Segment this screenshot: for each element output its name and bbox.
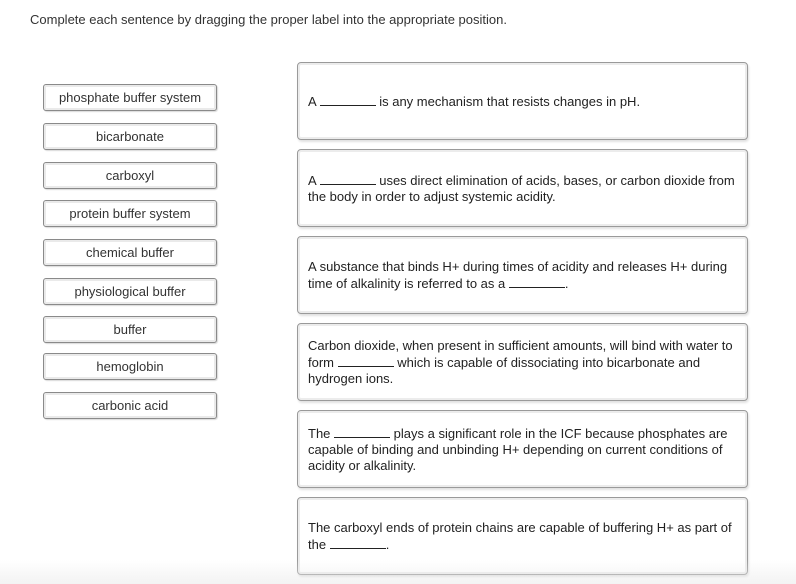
sentence-card-1	[297, 62, 748, 140]
sentence-6-before: The carboxyl ends of protein chains are capable of buffering H+ as part of the	[308, 519, 732, 552]
label-buffer[interactable]: buffer	[43, 316, 217, 343]
sentence-1-after: is any mechanism that resists changes in pH.	[379, 93, 641, 109]
label-hemoglobin[interactable]: hemoglobin	[43, 353, 217, 380]
sentence-3-before: A substance that binds H+ during times of acidity and releases H+ during time of alkalinity is referred to as a	[308, 258, 728, 291]
drop-target-6[interactable]	[330, 536, 386, 549]
label-protein-buffer-system[interactable]: protein buffer system	[43, 200, 217, 227]
sentence-4-before: Carbon dioxide, when present in sufficient amounts, will bind with water to form	[308, 337, 733, 370]
instructions: Complete each sentence by dragging the proper label into the appropriate position.	[30, 12, 507, 27]
label-phosphate-buffer-system[interactable]: phosphate buffer system	[43, 84, 217, 111]
sentence-5-after: plays a significant role in the ICF because phosphates are capable of binding and unbinding H+ depending on current conditions of acidity or alkalinity.	[308, 425, 728, 473]
sentence-card-2	[297, 149, 748, 227]
sentence-5-before: The	[308, 425, 331, 441]
sentence-4-after: which is capable of dissociating into bicarbonate and hydrogen ions.	[308, 354, 701, 386]
sentence-2-before: A	[308, 172, 316, 188]
label-carboxyl[interactable]: carboxyl	[43, 162, 217, 189]
label-chemical-buffer[interactable]: chemical buffer	[43, 239, 217, 266]
sentence-3-after: .	[564, 275, 569, 291]
drop-target-1[interactable]	[320, 93, 376, 106]
drop-target-3[interactable]	[509, 275, 565, 288]
drop-target-5[interactable]	[334, 425, 390, 438]
sentence-card-6	[297, 497, 748, 575]
sentence-6-after: .	[385, 536, 390, 552]
sentence-2-after: uses direct elimination of acids, bases, or carbon dioxide from the body in order to adjust systemic acidity.	[308, 172, 735, 204]
drop-target-4[interactable]	[338, 354, 394, 367]
sentence-1-before: A	[308, 93, 316, 109]
label-physiological-buffer[interactable]: physiological buffer	[43, 278, 217, 305]
label-bicarbonate[interactable]: bicarbonate	[43, 123, 217, 150]
drop-target-2[interactable]	[320, 172, 376, 185]
sentence-card-3	[297, 236, 748, 314]
sentence-card-4	[297, 323, 748, 401]
label-carbonic-acid[interactable]: carbonic acid	[43, 392, 217, 419]
sentence-card-5	[297, 410, 748, 488]
